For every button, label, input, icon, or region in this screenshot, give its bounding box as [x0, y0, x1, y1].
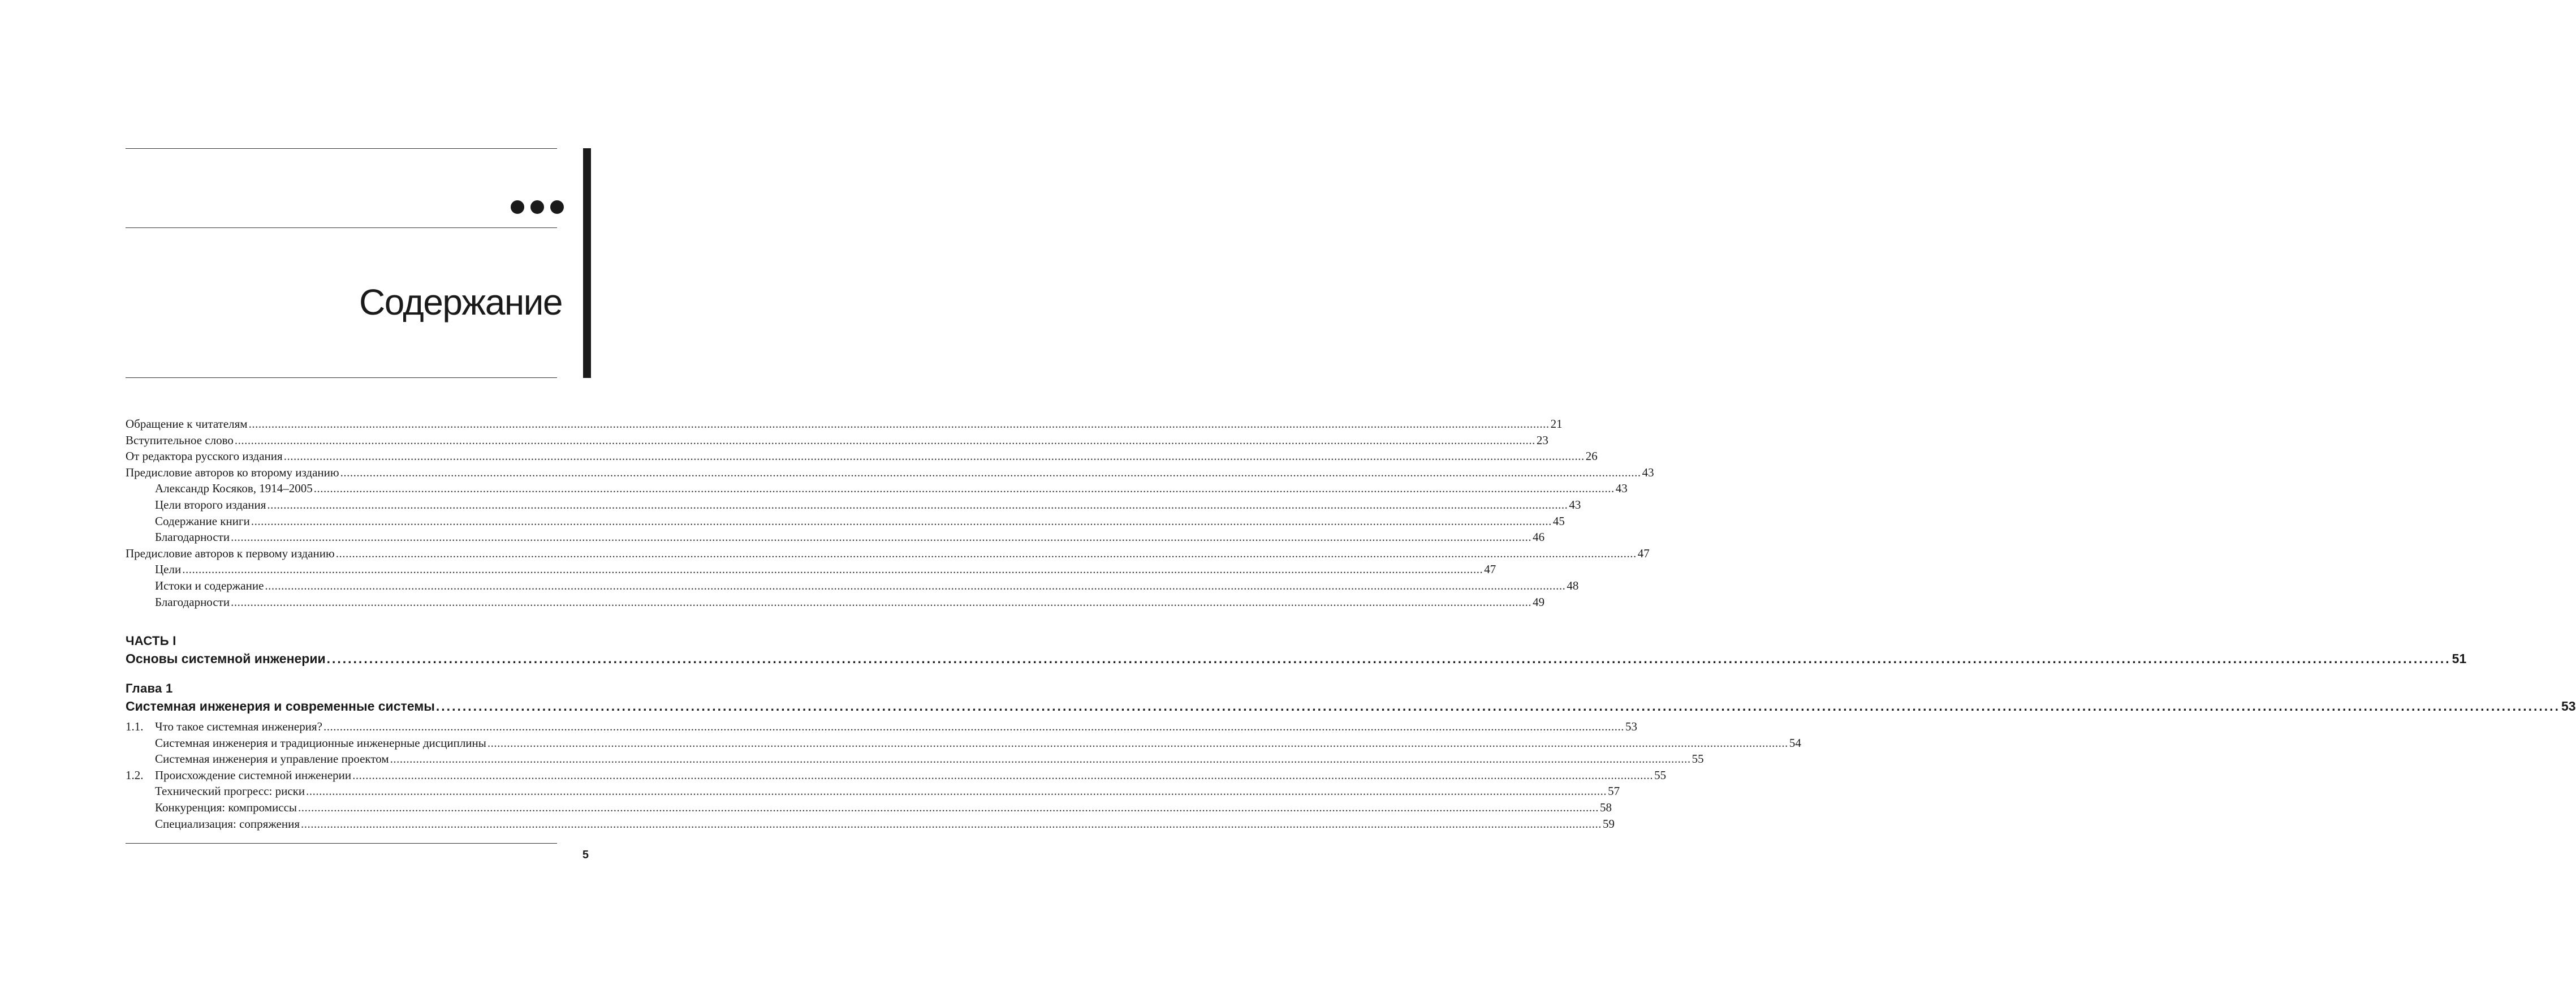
- dot-leader: ................................................................................................................................................................................................................................................................................................................................................................................................................: [231, 530, 1532, 544]
- toc-entry-text: Предисловие авторов к первому изданию: [126, 546, 335, 560]
- toc-entry-page: 49: [1533, 595, 1545, 609]
- dot-leader: ................................................................................................................................................................................................................................................................................................................................................................................................................: [390, 752, 1691, 766]
- part-heading[interactable]: [126, 633, 2467, 668]
- dot-icon: [511, 200, 524, 214]
- toc-entry-text: От редактора русского издания: [126, 449, 283, 463]
- three-dots-ornament: [511, 200, 564, 214]
- toc-entry-page: 58: [1600, 800, 1612, 814]
- toc-entry-page: 55: [1654, 768, 1667, 782]
- toc-entry-page: 45: [1552, 514, 1565, 528]
- toc-entry-page: 54: [1789, 736, 1801, 750]
- dot-leader: ................................................................................................................................................................................................................................................................................................................................................................................................................: [335, 546, 1637, 560]
- toc-entry-text: Цели второго издания: [155, 497, 266, 511]
- toc-entry-text: Системная инженерия и традиционные инженерные дисциплины: [155, 736, 486, 750]
- toc-subentry[interactable]: [126, 735, 1801, 751]
- dot-leader: ................................................................................................................................................................................................................................................................................................................................................................................................................: [248, 417, 1550, 431]
- toc-subentry[interactable]: [126, 497, 1581, 513]
- toc-entry[interactable]: [126, 448, 1598, 465]
- toc-entry[interactable]: [126, 416, 1563, 432]
- top-rule: [126, 148, 557, 149]
- toc-entry-text: Благодарности: [155, 530, 230, 544]
- dot-leader: ................................................................................................................................................................................................................................................................................................................................................................................................................: [323, 720, 1624, 733]
- toc-entry-page: 53: [1625, 720, 1637, 733]
- toc-subentry[interactable]: [126, 513, 1565, 530]
- toc-entry-page: 43: [1642, 465, 1654, 479]
- side-bar-decoration: [583, 148, 591, 378]
- toc-entry-page: 43: [1615, 482, 1628, 496]
- title-bottom-rule: [126, 377, 557, 378]
- toc-subentry[interactable]: [126, 594, 1545, 611]
- toc-entry-text: Технический прогресс: риски: [155, 784, 305, 798]
- toc-entry-text: Что такое системная инженерия?: [155, 720, 322, 733]
- dot-leader: ................................................................................................................................................................................................................................................................................................................................................................................................................: [352, 768, 1654, 782]
- dot-leader: ................................................................................................................................................................................................................................................................................................................................................................................................................: [313, 482, 1615, 496]
- toc-subentry[interactable]: [126, 783, 1620, 799]
- front-matter-toc: [126, 416, 1654, 610]
- toc-entry-text: Благодарности: [155, 595, 230, 609]
- chapter-label: Глава 1: [126, 681, 173, 695]
- toc-subentry[interactable]: [126, 480, 1628, 497]
- dot-icon: [530, 200, 544, 214]
- toc-entry-page: 26: [1585, 449, 1598, 463]
- page-title: Содержание: [359, 282, 562, 323]
- dot-leader: ................................................................................................................................................................................................................................................................................................................................................................................................................: [182, 562, 1483, 577]
- toc-entry-page: 46: [1533, 530, 1545, 544]
- toc-entry-text: Истоки и содержание: [155, 578, 264, 592]
- dot-leader: ................................................................................................................................................................................................................................................................................................................................................................................................................: [265, 578, 1566, 592]
- toc-entry-page: 59: [1603, 816, 1615, 831]
- dot-leader: ................................................................................................................................................................................................................................................................................................................................................................................................................: [340, 465, 1641, 479]
- toc-section[interactable]: [126, 719, 1637, 735]
- toc-entry-text: Цели: [155, 562, 182, 577]
- dot-leader: ................................................................................................................................................................................................................................................................................................................................................................................................................: [234, 433, 1535, 447]
- toc-entry-text: Системная инженерия и управление проектом: [155, 752, 389, 766]
- toc-subentry[interactable]: [126, 751, 1704, 767]
- toc-entry-page: 48: [1567, 578, 1579, 592]
- dot-leader: ................................................................................................................................................................................................................................................................................................................................................................................................................: [267, 497, 1568, 511]
- footer-rule: [126, 843, 557, 844]
- part-label: ЧАСТЬ I: [126, 634, 176, 648]
- dot-leader: ................................................................................................................................................................................................................................................................................................................................................................................................................: [231, 595, 1532, 609]
- toc-entry-text: Конкуренция: компромиссы: [155, 800, 297, 814]
- toc-entry-text: Содержание книги: [155, 514, 250, 528]
- chapter-title: Системная инженерия и современные системы: [126, 699, 435, 713]
- toc-entry-page: 23: [1536, 433, 1548, 447]
- dot-leader: ................................................................................................................................................................................................................................................................................................................................................................................................................: [306, 784, 1607, 798]
- chapter-page: 53: [2561, 699, 2576, 713]
- toc-subentry[interactable]: [126, 816, 1615, 832]
- dot-leader: ................................................................................................................................................................................................................................................................................................................................................................................................................: [487, 736, 1788, 750]
- toc-entry-text: Специализация: сопряжения: [155, 816, 300, 831]
- chapter-toc: [126, 719, 1801, 832]
- toc-subentry[interactable]: [126, 529, 1545, 545]
- middle-rule: [126, 227, 557, 228]
- toc-subentry[interactable]: [126, 561, 1496, 578]
- toc-section[interactable]: [126, 767, 1667, 784]
- toc-entry-page: 21: [1550, 417, 1563, 431]
- dot-leader: ................................................................................................................................................................................................................................................................................................................................................................................................................: [326, 651, 2451, 666]
- toc-entry[interactable]: [126, 465, 1654, 481]
- dot-leader: ................................................................................................................................................................................................................................................................................................................................................................................................................: [251, 514, 1552, 528]
- dot-leader: ................................................................................................................................................................................................................................................................................................................................................................................................................: [298, 800, 1599, 814]
- toc-entry-text: Вступительное слово: [126, 433, 234, 447]
- toc-entry-page: 57: [1608, 784, 1620, 798]
- toc-entry-text: Александр Косяков, 1914–2005: [155, 482, 313, 496]
- dot-leader: ................................................................................................................................................................................................................................................................................................................................................................................................................: [283, 449, 1585, 463]
- page-number: 5: [582, 849, 589, 861]
- dot-icon: [550, 200, 564, 214]
- toc-entry-text: Происхождение системной инженерии: [155, 768, 352, 782]
- toc-entry-page: 43: [1569, 497, 1581, 511]
- toc-entry[interactable]: [126, 432, 1548, 449]
- section-number: 1.1.: [126, 720, 144, 733]
- toc-subentry[interactable]: [126, 799, 1612, 816]
- toc-entry-text: Обращение к читателям: [126, 417, 248, 431]
- toc-entry-page: 55: [1692, 752, 1704, 766]
- toc-subentry[interactable]: [126, 578, 1579, 594]
- toc-entry-page: 47: [1484, 562, 1496, 577]
- section-number: 1.2.: [126, 768, 144, 782]
- toc-entry-page: 47: [1637, 546, 1650, 560]
- toc-entry-text: Предисловие авторов ко второму изданию: [126, 465, 339, 479]
- dot-leader: ................................................................................................................................................................................................................................................................................................................................................................................................................: [435, 699, 2560, 713]
- toc-entry[interactable]: [126, 545, 1650, 562]
- part-title: Основы системной инженерии: [126, 651, 326, 666]
- chapter-heading[interactable]: [126, 680, 2576, 715]
- part-page: 51: [2452, 651, 2467, 666]
- dot-leader: ................................................................................................................................................................................................................................................................................................................................................................................................................: [301, 816, 1602, 831]
